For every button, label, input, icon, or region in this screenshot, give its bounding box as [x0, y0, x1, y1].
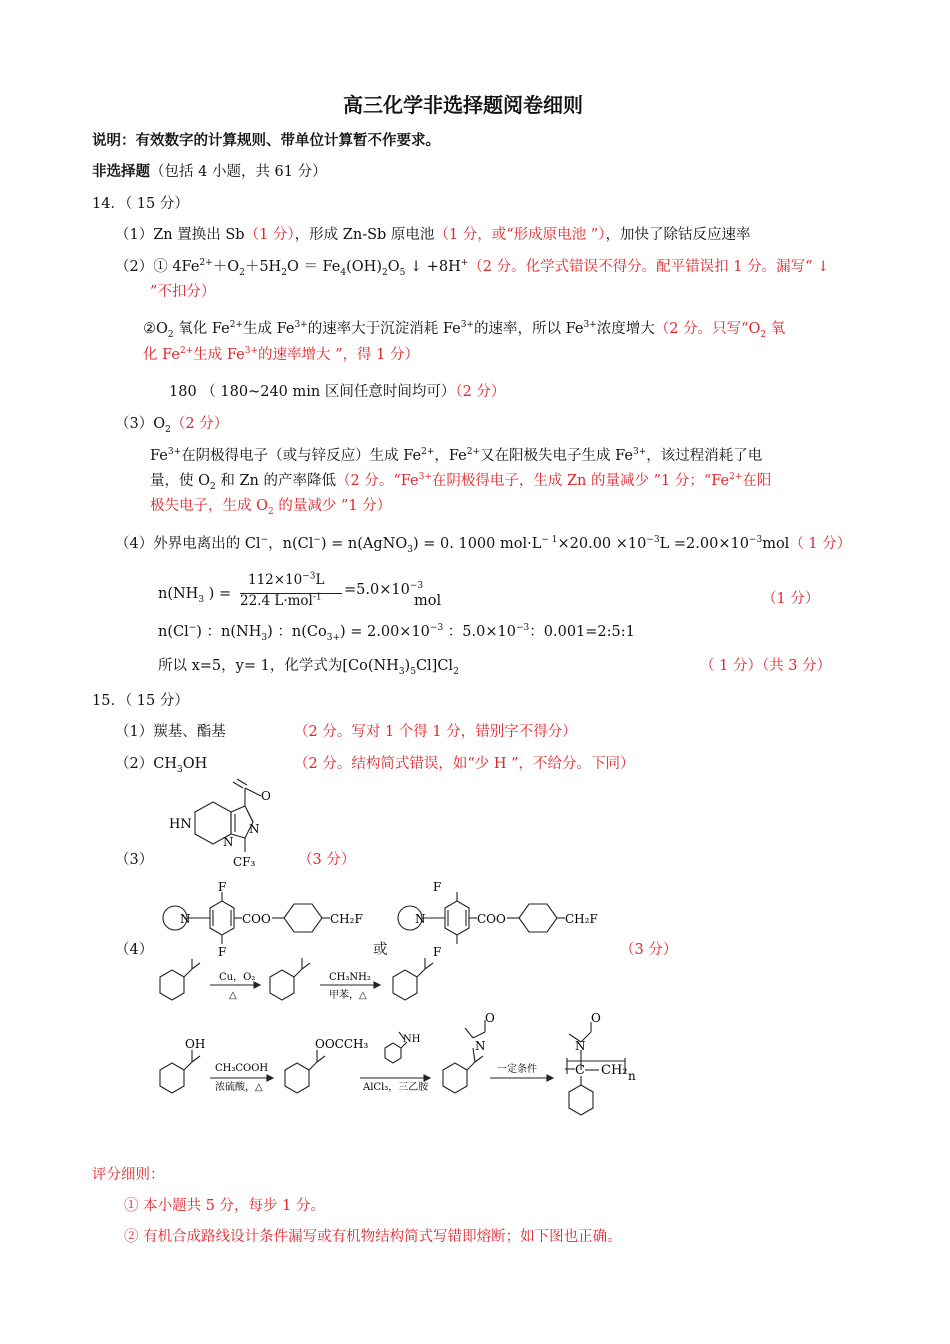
sub: 2	[167, 329, 174, 340]
text: 浓度增大	[596, 321, 655, 337]
step2-condition-top: CH₃NH₂	[329, 972, 371, 983]
q14-part1	[115, 226, 750, 245]
coo-label: COO	[242, 912, 271, 926]
text: 生成 Fe	[242, 321, 295, 337]
n-subscript-label: n	[628, 1069, 636, 1083]
text: mol	[762, 536, 790, 552]
synthesis-route-2	[155, 1011, 655, 1128]
q14-part2-time	[169, 383, 505, 402]
sub: 2	[268, 506, 274, 517]
sub: 2	[453, 666, 459, 677]
section-heading	[92, 163, 327, 182]
q14-part2-equation	[115, 258, 829, 277]
f-label-top: F	[218, 880, 227, 894]
sub: 3+	[326, 632, 340, 643]
text: 112×10	[248, 572, 303, 588]
sup: 3+	[167, 447, 182, 458]
q15-part1-score: （2 分。写对 1 个得 1 分，错别字不得分）	[294, 724, 577, 740]
text: ，Fe	[434, 448, 467, 464]
n-label: N	[180, 912, 191, 926]
q14-part3	[115, 415, 228, 434]
sup: −3	[409, 581, 424, 592]
sub: 2	[210, 481, 216, 492]
score: （1 分）	[244, 227, 295, 243]
text: （2）① 4Fe	[115, 259, 200, 275]
text: 氧化 Fe	[173, 321, 230, 337]
text: 所以 x=5，y= 1，化学式为[Co(NH	[158, 658, 399, 674]
fraction-score: （1 分）	[762, 591, 820, 607]
q15-part1: （1）羰基、酯基	[115, 724, 226, 740]
text: 和 Zn 的产率降低	[215, 473, 336, 489]
text: (OH)	[346, 259, 382, 275]
q14-part4-ratio	[158, 623, 635, 642]
sup: 2+	[729, 472, 743, 483]
n-label: N	[415, 912, 426, 926]
text: ，n(Cl	[268, 536, 314, 552]
sub: 3	[407, 544, 413, 555]
sup: 3+	[583, 320, 597, 331]
nh-label: NH	[403, 1034, 421, 1045]
text: Cl]Cl	[415, 658, 454, 674]
text: )	[404, 658, 411, 674]
text: 在阴极得电子（或与锌反应）生成 Fe	[181, 448, 422, 464]
c-label: C	[575, 1063, 585, 1078]
text: 的速率，所以 Fe	[473, 321, 584, 337]
o-label-2: O	[591, 1011, 601, 1025]
q14-part2-score-cont: ”不扣分）	[150, 284, 216, 300]
sup: −3	[748, 535, 763, 546]
sub: 2	[760, 329, 767, 340]
q14-part2-explain	[143, 320, 785, 339]
text: 量，使 O	[150, 473, 210, 489]
note: 说明：有效数字的计算规则、带单位计算暂不作要求。	[92, 132, 440, 149]
text: ：5.0×10	[443, 624, 516, 640]
sub: 5	[399, 267, 406, 278]
fraction-result	[344, 581, 423, 600]
q15-part4-score: （3 分）	[620, 942, 678, 958]
text: （4）外界电离出的 Cl	[115, 536, 261, 552]
sup: 3+	[460, 320, 474, 331]
q14-part4-line1	[115, 535, 851, 554]
text: ×20.00 ×10	[557, 536, 647, 552]
sup: −	[188, 623, 197, 634]
text: 又在阳极失电子生成 Fe	[480, 448, 633, 464]
n-label-2: N	[249, 822, 260, 836]
text: 生成 Fe	[193, 347, 245, 363]
q14-part4-score: （ 1 分）（共 3 分）	[700, 658, 832, 674]
text: OH	[182, 756, 208, 772]
text: 22.4 L·mol	[240, 593, 313, 609]
sup: 2+	[466, 447, 481, 458]
text: n(Cl	[158, 624, 189, 640]
q14-part4-conclusion	[158, 657, 459, 676]
sup: -1	[312, 592, 322, 603]
q14-part3-line1	[150, 447, 762, 466]
fluoro-ester-structure-a	[160, 882, 370, 958]
fraction-unit: mol	[414, 593, 442, 609]
text: （2）CH	[115, 756, 177, 772]
ch2f-label: CH₂F	[565, 912, 598, 926]
sup: 2+	[179, 346, 194, 357]
sup: 3+	[294, 320, 308, 331]
q14-part2-explain-cont	[143, 346, 419, 365]
ooccch3-label: OOCCH₃	[315, 1037, 369, 1051]
text: ) = 2.00×10	[340, 624, 430, 640]
score: （2 分。只写“O	[654, 321, 761, 337]
f-label-bottom: F	[433, 945, 442, 959]
grading-rules-heading: 评分细则：	[92, 1167, 165, 1183]
score: 在阳	[742, 473, 772, 489]
ch2-label: CH₂	[601, 1063, 628, 1078]
step3-condition-top: CH₃COOH	[215, 1063, 269, 1074]
q14-heading: 14．（ 15 分）	[92, 196, 189, 212]
bicyclic-ester-structure	[165, 782, 275, 872]
text: n(NH	[158, 586, 199, 602]
text: ) ：n(NH	[196, 624, 262, 640]
score: （1 分，或“形成原电池 ”）	[434, 227, 606, 243]
section-label: 非选择题	[92, 163, 150, 180]
sup: 2+	[229, 320, 243, 331]
cf3-label: CF₃	[233, 855, 256, 869]
text: O	[387, 259, 400, 275]
sup: −3	[515, 623, 530, 634]
text: 180 （ 180~240 min 区间任意时间均可）	[169, 384, 456, 400]
n-label: N	[223, 835, 234, 849]
step1-condition-top: Cu，O₂	[219, 972, 256, 983]
grading-rule-1: ① 本小题共 5 分，每步 1 分。	[124, 1198, 325, 1214]
sub: 5	[410, 666, 416, 677]
sup: 3+	[244, 346, 258, 357]
sup: −3	[302, 571, 316, 582]
text: ↓ +8H	[405, 259, 461, 275]
sub: 3	[198, 594, 205, 605]
sup: 3+	[633, 447, 647, 458]
oh-label: OH	[185, 1037, 206, 1051]
sup: 3+	[418, 472, 432, 483]
q14-part3-line2	[150, 472, 771, 491]
q15-part2	[115, 755, 207, 774]
fluoro-ester-structure-b	[395, 882, 605, 958]
text: 的量减少 ”1 分）	[273, 498, 392, 514]
text: ，形成 Zn-Sb 原电池	[294, 227, 435, 243]
text: ②O	[143, 321, 168, 337]
sup: −	[313, 535, 321, 546]
text: （1）Zn 置换出 Sb	[115, 227, 245, 243]
o-label: O	[261, 789, 271, 803]
text: ) =	[204, 586, 232, 602]
page-title: 高三化学非选择题阅卷细则	[343, 93, 583, 117]
n-label-2: N	[575, 1039, 586, 1053]
sup: +	[460, 258, 469, 269]
or-text: 或	[373, 942, 388, 958]
sub: 3	[261, 632, 268, 643]
sup: 2+	[199, 258, 213, 269]
text: ) ：n(Co	[267, 624, 327, 640]
text: 的速率大于沉淀消耗 Fe	[307, 321, 461, 337]
score: （2 分。“Fe	[335, 473, 419, 489]
text: ，该过程消耗了电	[646, 448, 763, 464]
synthesis-route-1	[155, 955, 455, 1015]
score: 在阴极得电子，生成 Zn 的量减少 ”1 分；“Fe	[431, 473, 730, 489]
ch2f-label: CH₂F	[330, 912, 363, 926]
text: =5.0×10	[344, 582, 410, 598]
section-detail: （包括 4 小题，共 61 分）	[150, 164, 327, 180]
step4-condition-bottom: AlCl₃，三乙胺	[363, 1082, 429, 1093]
sup: −3	[646, 535, 660, 546]
text: Fe	[150, 448, 168, 464]
score: （2 分）	[170, 416, 229, 432]
grading-rule-2: ② 有机合成路线设计条件漏写或有机物结构简式写错即熔断；如下图也正确。	[124, 1229, 622, 1245]
sup: 2+	[421, 447, 435, 458]
text: L =2.00×10	[659, 536, 749, 552]
polymerization-condition: 一定条件	[497, 1064, 537, 1075]
n-label: N	[475, 1039, 486, 1053]
o-label: O	[485, 1011, 495, 1025]
f-label-bottom: F	[218, 945, 227, 959]
fraction-denominator	[240, 593, 322, 611]
text: （3）O	[115, 416, 166, 432]
text: 的速率增大 ”，得 1 分）	[258, 347, 419, 363]
q15-part2-score: （2 分。结构简式错误，如“少 H ”，不给分。下同）	[294, 756, 635, 772]
sub: 3	[398, 666, 405, 677]
sub: 2	[165, 424, 171, 435]
text: ＋5H	[244, 259, 282, 275]
sup: − 1	[541, 535, 558, 546]
score: （2 分）	[455, 384, 506, 400]
hn-label: HN	[169, 817, 192, 832]
q15-part4-label: （4）	[115, 942, 154, 958]
q15-heading: 15．（ 15 分）	[92, 693, 189, 709]
text: ：0.001=2:5:1	[529, 624, 635, 640]
text: ) = 0. 1000 mol·L	[413, 536, 542, 552]
fraction-numerator	[248, 572, 325, 590]
sub: 2	[281, 267, 287, 278]
step3-condition-bottom: 浓硫酸，△	[215, 1082, 263, 1093]
text: 极失电子，生成 O	[150, 498, 268, 514]
text: ) = n(AgNO	[320, 536, 408, 552]
q15-part3-label: （3）	[115, 852, 154, 868]
sup: −3	[429, 623, 444, 634]
text: ，加快了除钴反应速率	[605, 227, 751, 243]
step1-condition-bottom: △	[229, 990, 237, 1001]
q15-part3-score: （3 分）	[298, 852, 356, 868]
score: 氧	[766, 321, 786, 337]
text: ＋O	[212, 259, 240, 275]
sub: 2	[239, 267, 245, 278]
nh3-lhs	[158, 585, 231, 604]
sub: 3	[176, 764, 183, 775]
sub: 2	[382, 267, 388, 278]
text: O ＝ Fe	[286, 259, 341, 275]
text: 化 Fe	[143, 347, 180, 363]
sup: −	[260, 535, 269, 546]
step2-condition-bottom: 甲苯，△	[329, 990, 367, 1001]
score: （ 1 分）	[789, 536, 852, 552]
sub: 4	[340, 267, 347, 278]
coo-label: COO	[477, 912, 506, 926]
text: L	[315, 572, 325, 588]
q14-part3-line3	[150, 497, 391, 516]
f-label-top: F	[433, 880, 442, 894]
score: （2 分。化学式错误不得分。配平错误扣 1 分。漏写“ ↓	[468, 259, 830, 275]
